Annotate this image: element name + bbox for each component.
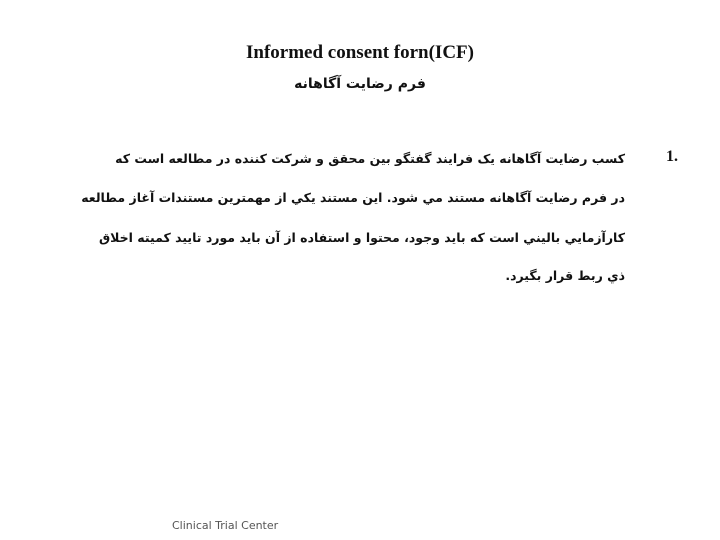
- paragraph-line-3: کارآزمايي باليني است که بايد وجود، محتوا و استفاده از آن بايد مورد تاييد کميته اخلاق: [99, 230, 625, 245]
- paragraph-line-1: کسب رضايت آگاهانه يک فرايند گفتگو بين محقق و شرکت کننده در مطالعه است که: [115, 151, 625, 166]
- paragraph-line-2: در فرم رضايت آگاهانه مستند مي شود. اين مستند يکي از مهمترين مستندات آغاز مطالعه: [81, 190, 625, 205]
- list-item-number: 1.: [666, 148, 678, 165]
- paragraph-line-4: ذي ربط قرار بگيرد.: [505, 268, 625, 283]
- footer-label: Clinical Trial Center: [172, 519, 279, 532]
- document-subtitle: فرم رضايت آگاهانه: [294, 76, 426, 92]
- document-title: Informed consent forn(ICF): [246, 42, 474, 63]
